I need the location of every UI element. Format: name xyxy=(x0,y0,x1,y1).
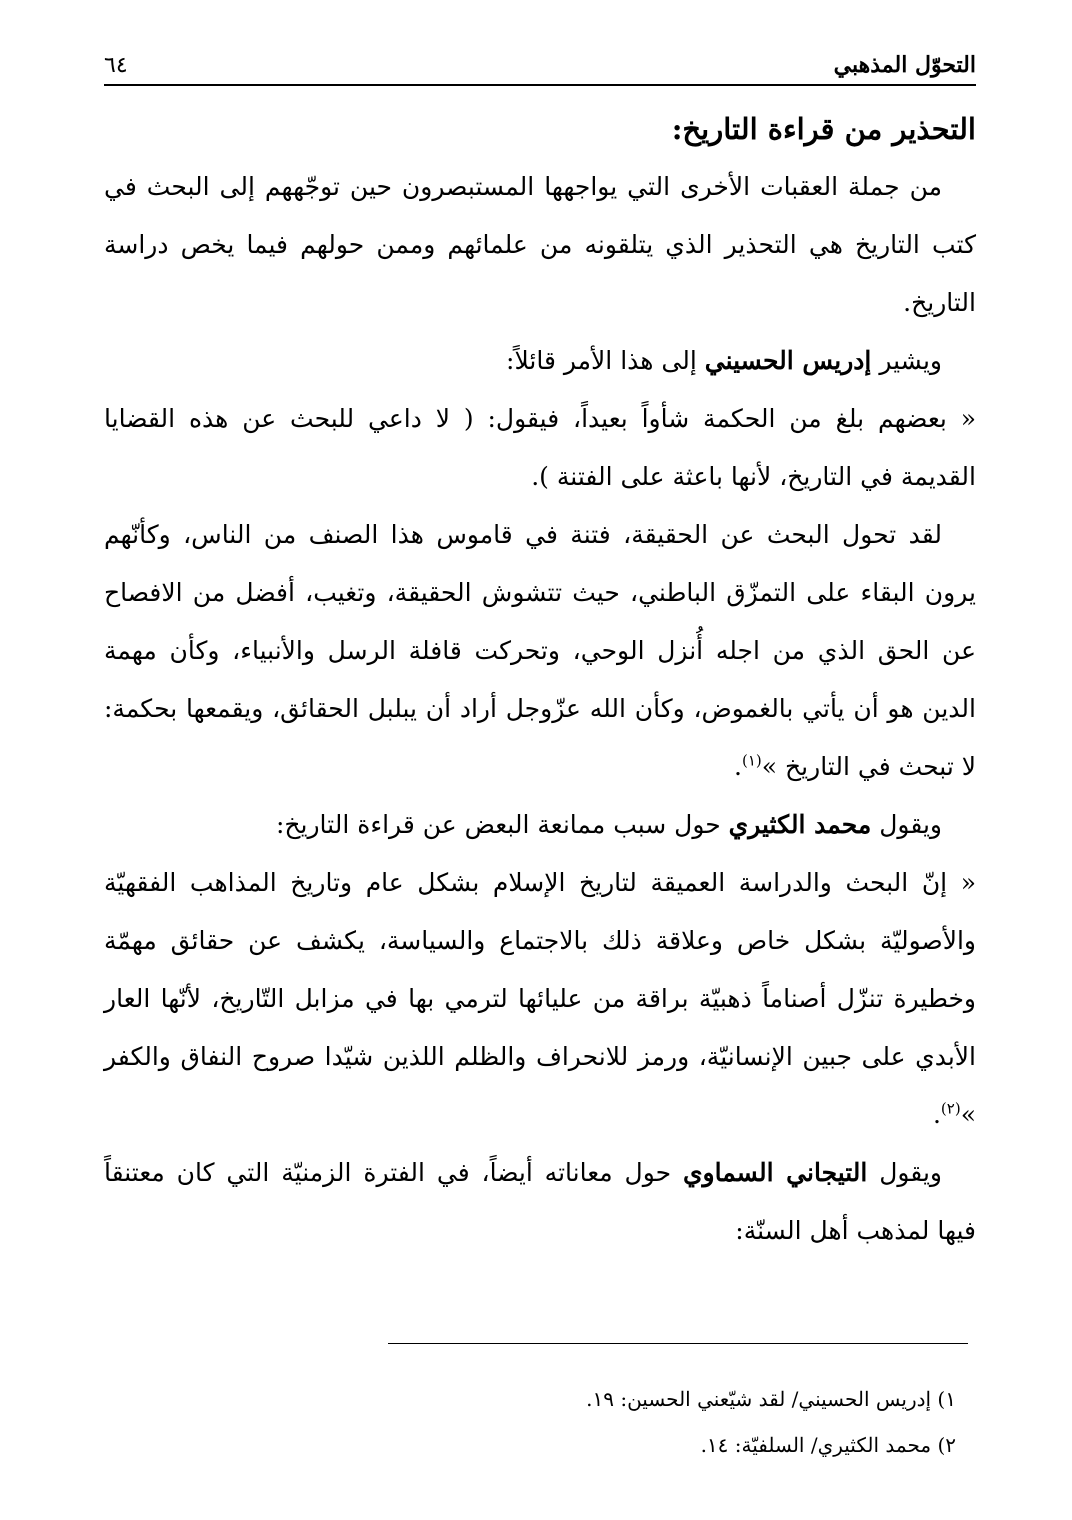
quote-kathiri xyxy=(104,854,976,1144)
page-number: ٦٤ xyxy=(104,53,128,78)
paragraph-husseini-intro xyxy=(104,332,976,390)
footnotes xyxy=(104,1376,976,1468)
book-title: التحوّل المذهبي xyxy=(833,52,976,78)
page-header xyxy=(104,36,976,86)
text-segment: . xyxy=(734,752,742,781)
footnote-divider xyxy=(388,1343,968,1344)
text-segment: « إنّ البحث والدراسة العميقة لتاريخ الإسلام بشكل عام وتاريخ المذاهب الفقهيّة والأصوليّة بشكل خاص وعلاقة ذلك بالاجتماع والسياسة، يكشف عن حقائق مهمّة وخطيرة تنزّل أصناماً ذهبيّة براقة من عليائها لترمي بها في مزابل التّاريخ، لأنّها العار الأبدي على جبين الإنسانيّة، ورمز للانحراف والظلم اللذين شيّدا صروح النفاق والكفر » xyxy=(104,868,976,1129)
author-name-kathiri: محمد الكثيري xyxy=(728,810,872,839)
quote-husseini-body xyxy=(104,506,976,796)
text-segment: ويقول xyxy=(871,810,942,839)
footnote-ref-1: (١) xyxy=(742,751,762,770)
text-segment: حول معاناته أيضاً، في الفترة الزمنيّة التي كان معتنقاً فيها لمذهب أهل السنّة: xyxy=(104,1158,976,1245)
text-segment: إلى هذا الأمر قائلاً: xyxy=(506,346,705,375)
footnote-1: ١) إدريس الحسيني/ لقد شيّعني الحسين: ١٩. xyxy=(586,1387,956,1411)
page-body xyxy=(104,100,976,1260)
author-name-husseini: إدريس الحسيني xyxy=(704,346,872,375)
paragraph-kathiri-intro xyxy=(104,796,976,854)
footnote-ref-2: (٢) xyxy=(940,1099,961,1118)
paragraph-intro: من جملة العقبات الأخرى التي يواجهها المستبصرون حين توجّههم إلى البحث في كتب التاريخ هي التحذير الذي يتلقونه من علمائهم وممن حولهم فيما يخص دراسة التاريخ. xyxy=(104,172,976,317)
quote-husseini-opening: « بعضهم بلغ من الحكمة شأواً بعيداً، فيقول: ( لا داعي للبحث عن هذه القضايا القديمة في التاريخ، لأنها باعثة على الفتنة ). xyxy=(104,404,976,491)
text-segment: ويقول xyxy=(867,1158,942,1187)
text-segment: لقد تحول البحث عن الحقيقة، فتنة في قاموس هذا الصنف من الناس، وكأنّهم يرون البقاء على التمزّق الباطني، حيث تتشوش الحقيقة، وتغيب، أفضل من الافصاح عن الحق الذي من اجله أُنزل الوحي، وتحركت قافلة الرسل والأنبياء، وكأن مهمة الدين هو أن يأتي بالغموض، وكأن الله عزّوجل أراد أن يبلبل الحقائق، ويقمعها بحكمة: لا تبحث في التاريخ » xyxy=(104,520,976,781)
footnote-2: ٢) محمد الكثيري/ السلفيّة: ١٤. xyxy=(700,1433,956,1457)
text-segment: حول سبب ممانعة البعض عن قراءة التاريخ: xyxy=(275,810,729,839)
text-segment: . xyxy=(932,1100,941,1129)
paragraph-tijani-intro xyxy=(104,1144,976,1260)
section-heading: التحذير من قراءة التاريخ: xyxy=(671,112,976,146)
author-name-tijani: التيجاني السماوي xyxy=(682,1158,868,1187)
text-segment: ويشير xyxy=(871,346,942,375)
